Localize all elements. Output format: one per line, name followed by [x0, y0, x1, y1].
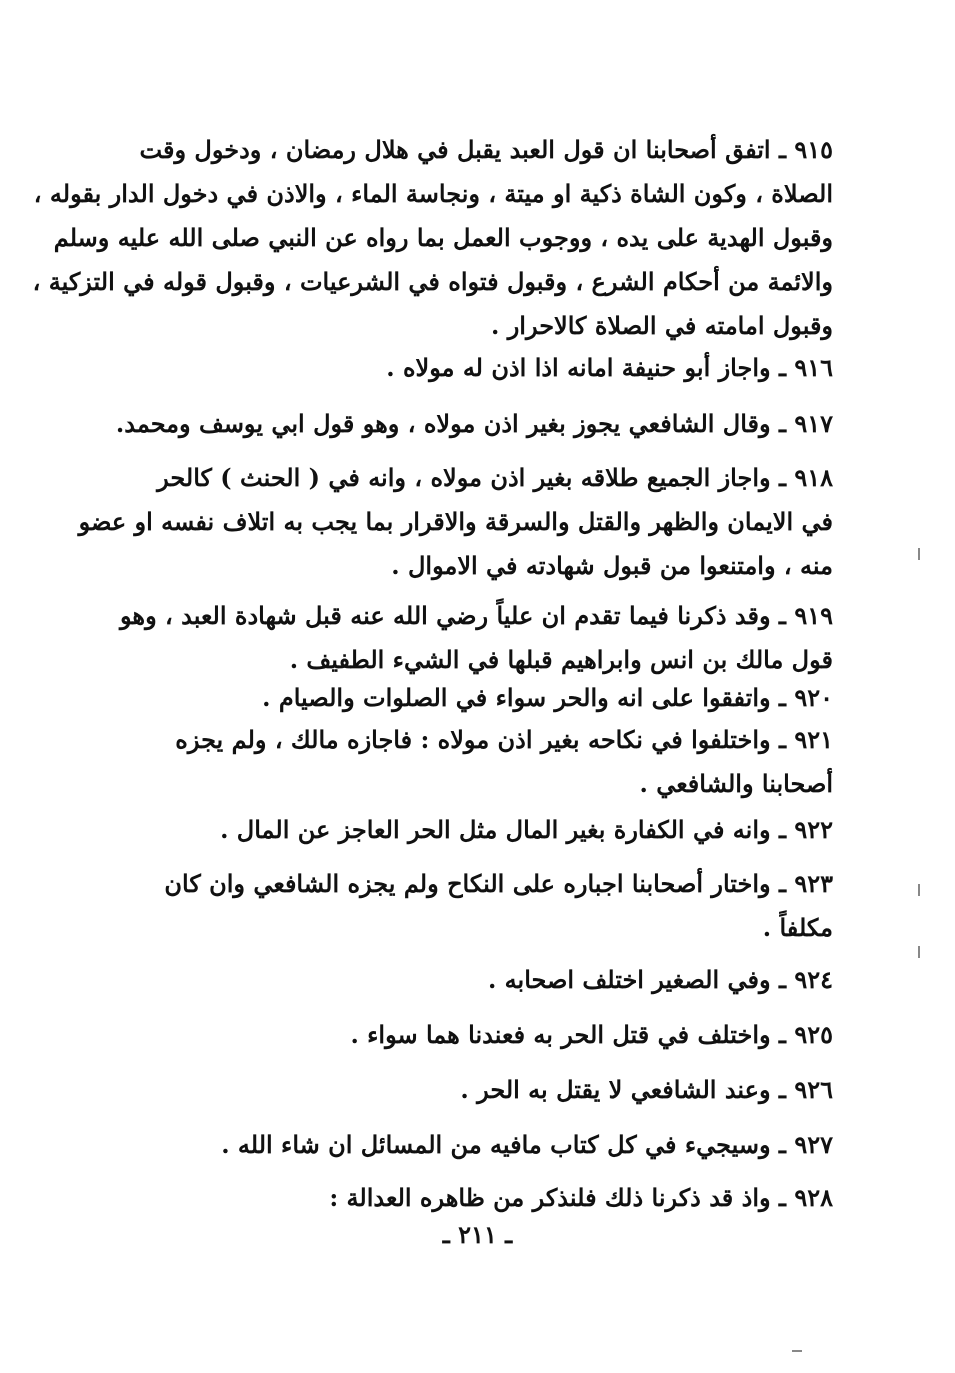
- paragraph-916: [386, 346, 833, 390]
- margin-mark: [792, 1350, 802, 1352]
- margin-mark: [918, 884, 920, 896]
- text-line: مكلفاً .: [762, 913, 833, 942]
- text-line: ٩٢٨ ـ واذ قد ذكرنا ذلك فلنذكر من ظاهره العدالة :: [329, 1183, 833, 1212]
- paragraph-925: [350, 1013, 833, 1057]
- paragraph-928: [329, 1176, 833, 1220]
- paragraph-919: [120, 594, 833, 682]
- paragraph-922: [220, 808, 833, 852]
- text-line: ٩٢٢ ـ وانه في الكفارة بغير المال مثل الحر العاجز عن المال .: [220, 815, 833, 844]
- text-line: قول مالك بن انس وابراهيم قبلها في الشيء الطفيف .: [289, 645, 833, 674]
- paragraph-926: [460, 1068, 833, 1112]
- paragraph-923: [143, 862, 833, 950]
- text-line: ٩٢٣ ـ واختار أصحابنا اجباره على النكاح ولم يجزه الشافعي وان كان: [164, 869, 833, 898]
- paragraph-921: [143, 718, 833, 806]
- paragraph-918: [78, 456, 833, 588]
- page-number: ـ ٢١١ ـ: [442, 1220, 513, 1249]
- text-line: ٩٢٦ ـ وعند الشافعي لا يقتل به الحر .: [460, 1075, 833, 1104]
- paragraph-927: [221, 1123, 833, 1167]
- text-line: ٩١٦ ـ واجاز أبو حنيفة امانه اذا اذن له مولاه .: [386, 353, 833, 382]
- text-line: ٩٢٠ ـ واتفقوا على انه والحر سواء في الصلوات والصيام .: [262, 683, 833, 712]
- text-line: ٩١٩ ـ وقد ذكرنا فيما تقدم ان علياً رضي الله عنه قبل شهادة العبد ، وهو: [120, 601, 833, 630]
- text-line: الصلاة ، وكون الشاة ذكية او ميتة ، ونجاسة الماء ، والاذن في دخول الدار بقوله ،: [33, 179, 833, 208]
- margin-mark: [918, 548, 920, 560]
- text-line: ٩١٥ ـ اتفق أصحابنا ان قول العبد يقبل في هلال رمضان ، ودخول وقت: [139, 135, 833, 164]
- text-line: وقبول امامته في الصلاة كالاحرار .: [491, 311, 833, 340]
- text-line: وقبول الهدية على يده ، ووجوب العمل بما رواه عن النبي صلى الله عليه وسلم: [53, 223, 833, 252]
- text-line: ٩١٨ ـ واجاز الجميع طلاقه بغير اذن مولاه ، وانه في ( الحنث ) كالحر: [157, 463, 833, 492]
- text-line: ٩٢٧ ـ وسيجيء في كل كتاب مافيه من المسائل ان شاء الله .: [221, 1130, 833, 1159]
- text-line: أصحابنا والشافعي .: [639, 769, 833, 798]
- margin-mark: [918, 946, 920, 958]
- paragraph-920: [262, 676, 833, 720]
- text-line: والائمة من أحكام الشرع ، وقبول فتواه في الشرعيات ، وقبول قوله في التزكية ،: [32, 267, 833, 296]
- text-line: في الايمان والظهر والقتل والسرقة والاقرار بما يجب به اتلاف نفسه او عضو: [78, 507, 833, 536]
- text-line: ٩٢٥ ـ واختلف في قتل الحر به فعندنا هما سواء .: [350, 1020, 833, 1049]
- paragraph-915: [32, 128, 833, 348]
- text-line: ٩١٧ ـ وقال الشافعي يجوز بغير اذن مولاه ، وهو قول ابي يوسف ومحمد.: [115, 409, 833, 438]
- text-line: منه ، وامتنعوا من قبول شهادته في الاموال .: [391, 551, 833, 580]
- text-line: ٩٢١ ـ واختلفوا في نكاحه بغير اذن مولاه : فاجازه مالك ، ولم يجزه: [175, 725, 833, 754]
- text-line: ٩٢٤ ـ وفي الصغير اختلف اصحابه .: [487, 965, 833, 994]
- paragraph-917: [116, 402, 833, 446]
- paragraph-924: [488, 958, 833, 1002]
